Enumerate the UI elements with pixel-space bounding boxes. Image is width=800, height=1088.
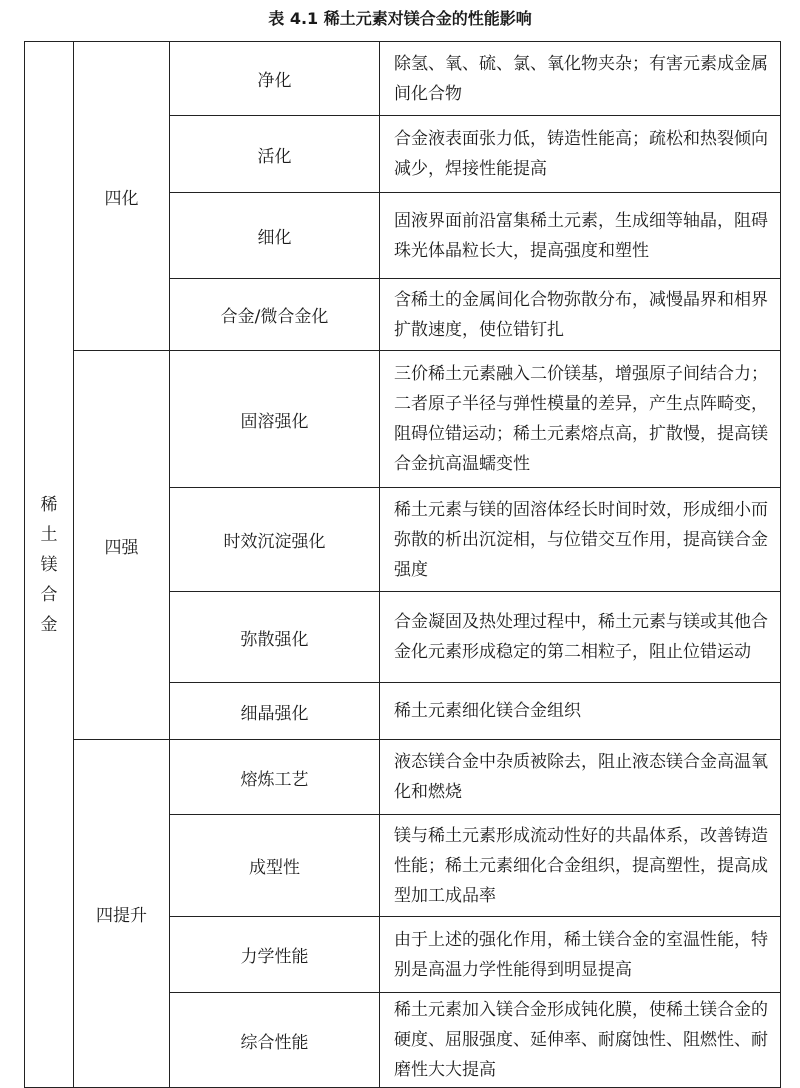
item-cell: 综合性能 [170,993,380,1088]
item-cell: 活化 [170,116,380,193]
desc-cell: 含稀土的金属间化合物弥散分布，减慢晶界和相界扩散速度，使位错钉扎 [380,279,781,351]
item-cell: 时效沉淀强化 [170,488,380,592]
desc-cell: 除氢、氧、硫、氯、氧化物夹杂；有害元素成金属间化合物 [380,42,781,116]
desc-cell: 稀土元素加入镁合金形成钝化膜，使稀土镁合金的硬度、屈服强度、延伸率、耐腐蚀性、阻燃性、耐磨性大大提高 [380,993,781,1088]
item-cell: 细晶强化 [170,683,380,740]
item-cell: 成型性 [170,815,380,917]
desc-cell: 三价稀土元素融入二价镁基，增强原子间结合力；二者原子半径与弹性模量的差异，产生点阵畸变，阻碍位错运动；稀土元素熔点高，扩散慢，提高镁合金抗高温蠕变性 [380,351,781,488]
desc-cell: 液态镁合金中杂质被除去，阻止液态镁合金高温氧化和燃烧 [380,740,781,815]
desc-cell: 合金液表面张力低，铸造性能高；疏松和热裂倾向减少，焊接性能提高 [380,116,781,193]
root-label: 稀土镁合金 [40,494,58,635]
item-cell: 细化 [170,193,380,279]
item-cell: 固溶强化 [170,351,380,488]
item-cell: 力学性能 [170,917,380,993]
group-cell: 四强 [74,351,170,740]
item-cell: 弥散强化 [170,592,380,683]
root-cell [25,42,74,1088]
desc-cell: 合金凝固及热处理过程中，稀土元素与镁或其他合金化元素形成稳定的第二相粒子，阻止位错运动 [380,592,781,683]
desc-cell: 稀土元素与镁的固溶体经长时间时效，形成细小而弥散的析出沉淀相，与位错交互作用，提高镁合金强度 [380,488,781,592]
desc-cell: 由于上述的强化作用，稀土镁合金的室温性能，特别是高温力学性能得到明显提高 [380,917,781,993]
item-cell: 净化 [170,42,380,116]
desc-cell: 镁与稀土元素形成流动性好的共晶体系，改善铸造性能；稀土元素细化合金组织，提高塑性，提高成型加工成品率 [380,815,781,917]
item-cell: 合金/微合金化 [170,279,380,351]
desc-cell: 稀土元素细化镁合金组织 [380,683,781,740]
group-cell: 四化 [74,42,170,351]
table-caption: 表 4.1 稀土元素对镁合金的性能影响 [268,9,532,28]
desc-cell: 固液界面前沿富集稀土元素，生成细等轴晶，阻碍珠光体晶粒长大，提高强度和塑性 [380,193,781,279]
rare-earth-effects-table [24,41,781,1088]
group-cell: 四提升 [74,740,170,1088]
item-cell: 熔炼工艺 [170,740,380,815]
